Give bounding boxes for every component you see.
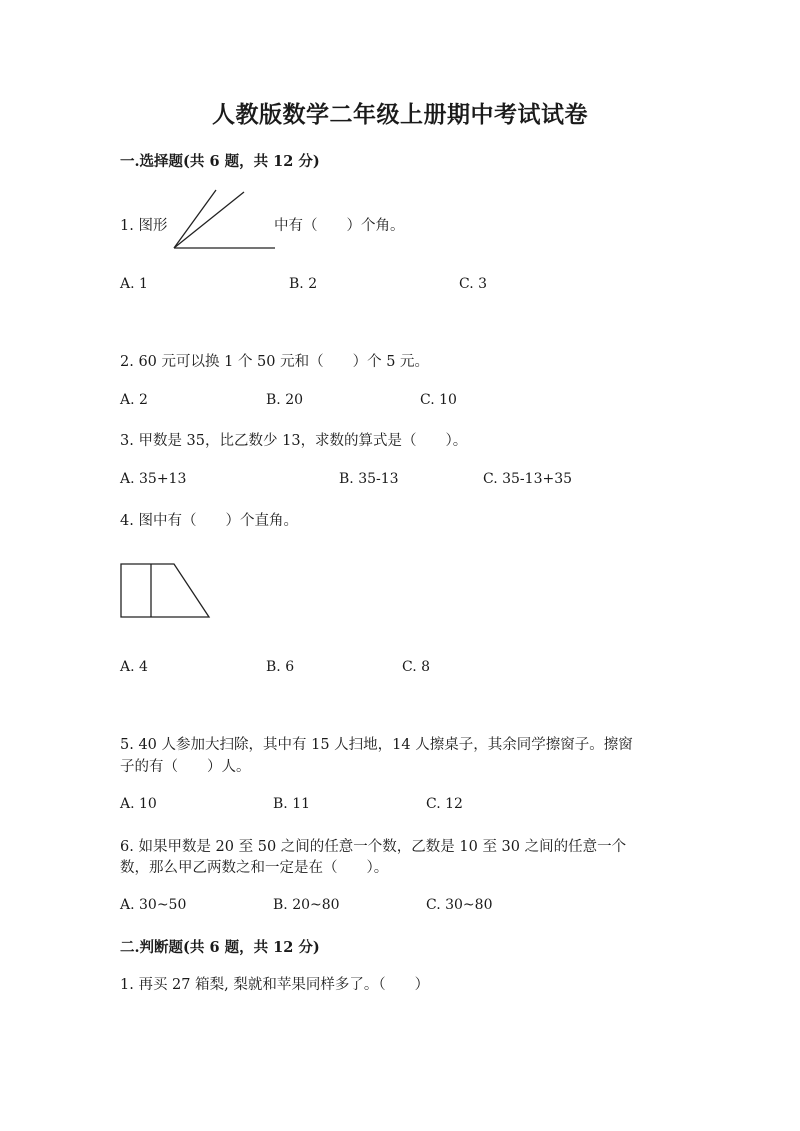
q1-option-a[interactable]: A. 1 [120,276,148,292]
q2-option-c[interactable]: C. 10 [420,392,457,408]
question-6-line-1: 6. 如果甲数是 20 至 50 之间的任意一个数，乙数是 10 至 30 之间的任意一个 [120,839,627,855]
angle-figure [170,186,280,256]
q1-option-b[interactable]: B. 2 [289,276,318,292]
q4-option-b[interactable]: B. 6 [266,659,295,675]
question-5-line-2: 子的有（ ）人。 [120,759,251,775]
q6-option-a[interactable]: A. 30~50 [120,897,187,913]
q6-option-c[interactable]: C. 30~80 [426,897,493,913]
question-6-line-2: 数，那么甲乙两数之和一定是在（ ）。 [120,860,389,876]
q2-option-a[interactable]: A. 2 [120,392,148,408]
question-2: 2. 60 元可以换 1 个 50 元和（ ）个 5 元。 [120,354,430,370]
section-heading-choice: 一.选择题(共 6 题，共 12 分) [120,153,320,170]
q3-option-b[interactable]: B. 35-13 [339,471,399,487]
q5-option-a[interactable]: A. 10 [120,796,157,812]
composite-shape-outline [121,564,209,617]
q3-option-c[interactable]: C. 35-13+35 [483,471,573,487]
q3-option-a[interactable]: A. 35+13 [120,471,187,487]
question-5-line-1: 5. 40 人参加大扫除，其中有 15 人扫地，14 人擦桌子，其余同学擦窗子。擦窗 [120,737,633,753]
q4-option-a[interactable]: A. 4 [120,659,148,675]
question-3: 3. 甲数是 35，比乙数少 13，求数的算式是（ ）。 [120,433,468,449]
q4-option-c[interactable]: C. 8 [402,659,431,675]
q1-option-c[interactable]: C. 3 [459,276,488,292]
section-heading-judgment: 二.判断题(共 6 题，共 12 分) [120,939,320,956]
question-4: 4. 图中有（ ）个直角。 [120,513,298,529]
judgment-question-1: 1. 再买 27 箱梨, 梨就和苹果同样多了。（ ） [120,977,430,993]
question-1-suffix: 中有（ ）个角。 [274,218,405,234]
q6-option-b[interactable]: B. 20~80 [273,897,340,913]
rectangles-trapezoid-figure [118,560,214,622]
q2-option-b[interactable]: B. 20 [266,392,304,408]
q5-option-c[interactable]: C. 12 [426,796,463,812]
question-1-prefix: 1. 图形 [120,218,168,234]
q5-option-b[interactable]: B. 11 [273,796,311,812]
page-title: 人教版数学二年级上册期中考试试卷 [212,101,588,128]
